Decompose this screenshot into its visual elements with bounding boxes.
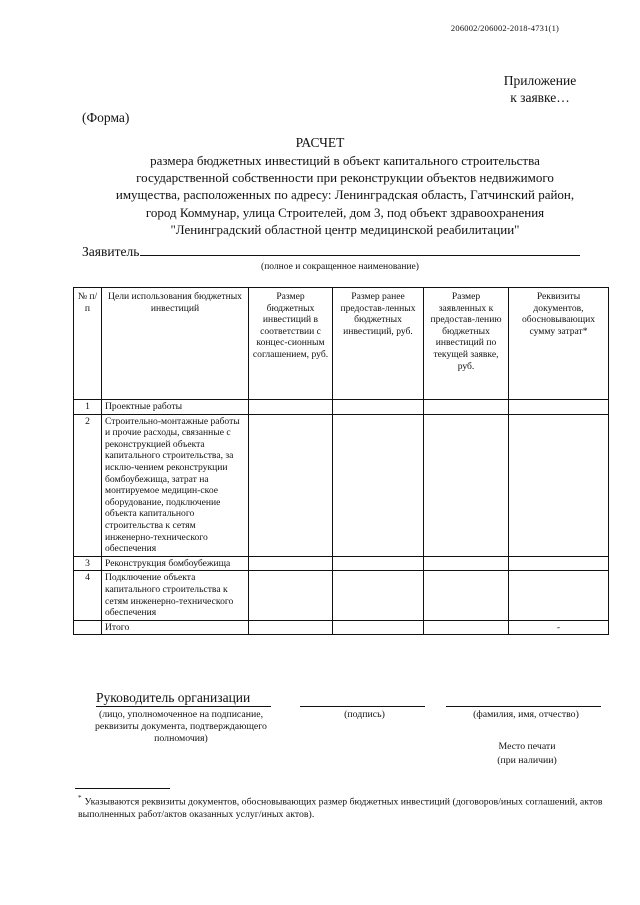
signature-hint: (подпись) [344,709,385,720]
table-row [74,571,609,620]
row-number: 1 [74,400,102,415]
signatory-hint: (лицо, уполномоченное на подписание, реквизиты документа, подтверждающего полномочия) [95,709,267,744]
table-row [74,414,609,556]
table-row [74,400,609,415]
column-header-previous: Размер ранее предостав-ленных бюджетных инвестиций, руб. [333,288,424,400]
full-name-line[interactable] [446,706,601,707]
signature-title: Руководитель организации [96,690,251,705]
cell-concession[interactable] [249,400,333,415]
cell-previous[interactable] [333,571,424,620]
column-header-purpose: Цели использования бюджетных инвестиций [102,288,249,400]
table-total-row [74,620,609,635]
row-number [74,620,102,635]
applicant-field[interactable] [82,243,602,260]
form-label: (Форма) [82,110,130,125]
cell-concession[interactable] [249,556,333,571]
column-header-concession: Размер бюджетных инвестиций в соответствии с концес-сионным соглашением, руб. [249,288,333,400]
cell-documents[interactable] [509,556,609,571]
cell-documents[interactable]: - [509,620,609,635]
stamp-place [472,740,582,768]
applicant-label: Заявитель [82,244,140,259]
full-name-hint: (фамилия, имя, отчество) [473,709,579,720]
calculation-table [73,287,609,635]
row-purpose: Подключение объекта капитального строительства к сетям инженерно-технического обеспечения [102,571,249,620]
cell-concession[interactable] [249,414,333,556]
footnote [78,792,608,821]
row-purpose: Реконструкция бомбоубежища [102,556,249,571]
subtitle-line: "Ленинградский областной центр медицинской реабилитации" [170,221,520,237]
document-number: 206002/206002-2018-4731(1) [450,23,560,33]
stamp-line1: Место печати [498,741,556,752]
row-purpose-total: Итого [102,620,249,635]
appendix-line2: к заявке… [510,90,570,105]
column-header-documents: Реквизиты документов, обосновывающих сумму затрат* [509,288,609,400]
footnote-divider [75,788,170,789]
appendix-line1: Приложение [503,73,577,88]
row-number: 3 [74,556,102,571]
subtitle-line: государственной собственности при реконструкции объектов недвижимого [136,170,554,186]
document-subtitle [85,152,605,238]
cell-previous[interactable] [333,400,424,415]
cell-requested[interactable] [424,571,509,620]
applicant-input-line[interactable] [140,243,580,256]
appendix-label [470,72,610,106]
stamp-line2: (при наличии) [497,755,557,766]
footnote-mark: * [78,794,82,802]
subtitle-line: город Коммунар, улица Строителей, дом 3, под объект здравоохранения [145,204,545,220]
signatory-line[interactable] [96,706,271,707]
applicant-hint: (полное и сокращенное наименование) [261,262,419,272]
table-header-row [74,288,609,400]
cell-previous[interactable] [333,556,424,571]
cell-concession[interactable] [249,571,333,620]
cell-documents[interactable] [509,571,609,620]
row-purpose: Строительно-монтажные работы и прочие расходы, связанные с реконструкцией объекта капитального строительства, за исклю-чением реконструкции бомбоубежища, затрат на монтируемое медицин-ское оборудование, подключение объекта капитального строительства к сетям инженерно-технического обеспечения [102,414,249,556]
column-header-number: № п/п [74,288,102,400]
document-title: РАСЧЕТ [295,135,345,150]
subtitle-line: имущества, расположенных по адресу: Ленинградская область, Гатчинский район, [115,187,575,203]
signature-line[interactable] [300,706,425,707]
table-row [74,556,609,571]
row-number: 2 [74,414,102,556]
column-header-requested: Размер заявленных к предостав-лению бюджетных инвестиций по текущей заявке, руб. [424,288,509,400]
cell-requested[interactable] [424,556,509,571]
subtitle-line: размера бюджетных инвестиций в объект капитального строительства [150,153,540,168]
cell-requested[interactable] [424,620,509,635]
cell-concession[interactable] [249,620,333,635]
cell-requested[interactable] [424,400,509,415]
cell-previous[interactable] [333,620,424,635]
cell-documents[interactable] [509,414,609,556]
cell-previous[interactable] [333,414,424,556]
footnote-text: Указываются реквизиты документов, обосновывающих размер бюджетных инвестиций (договоров/иных соглашений, актов выполненных работ/актов оказанных услуг/иных актов). [78,796,603,821]
row-purpose: Проектные работы [102,400,249,415]
row-number: 4 [74,571,102,620]
cell-requested[interactable] [424,414,509,556]
cell-documents[interactable] [509,400,609,415]
